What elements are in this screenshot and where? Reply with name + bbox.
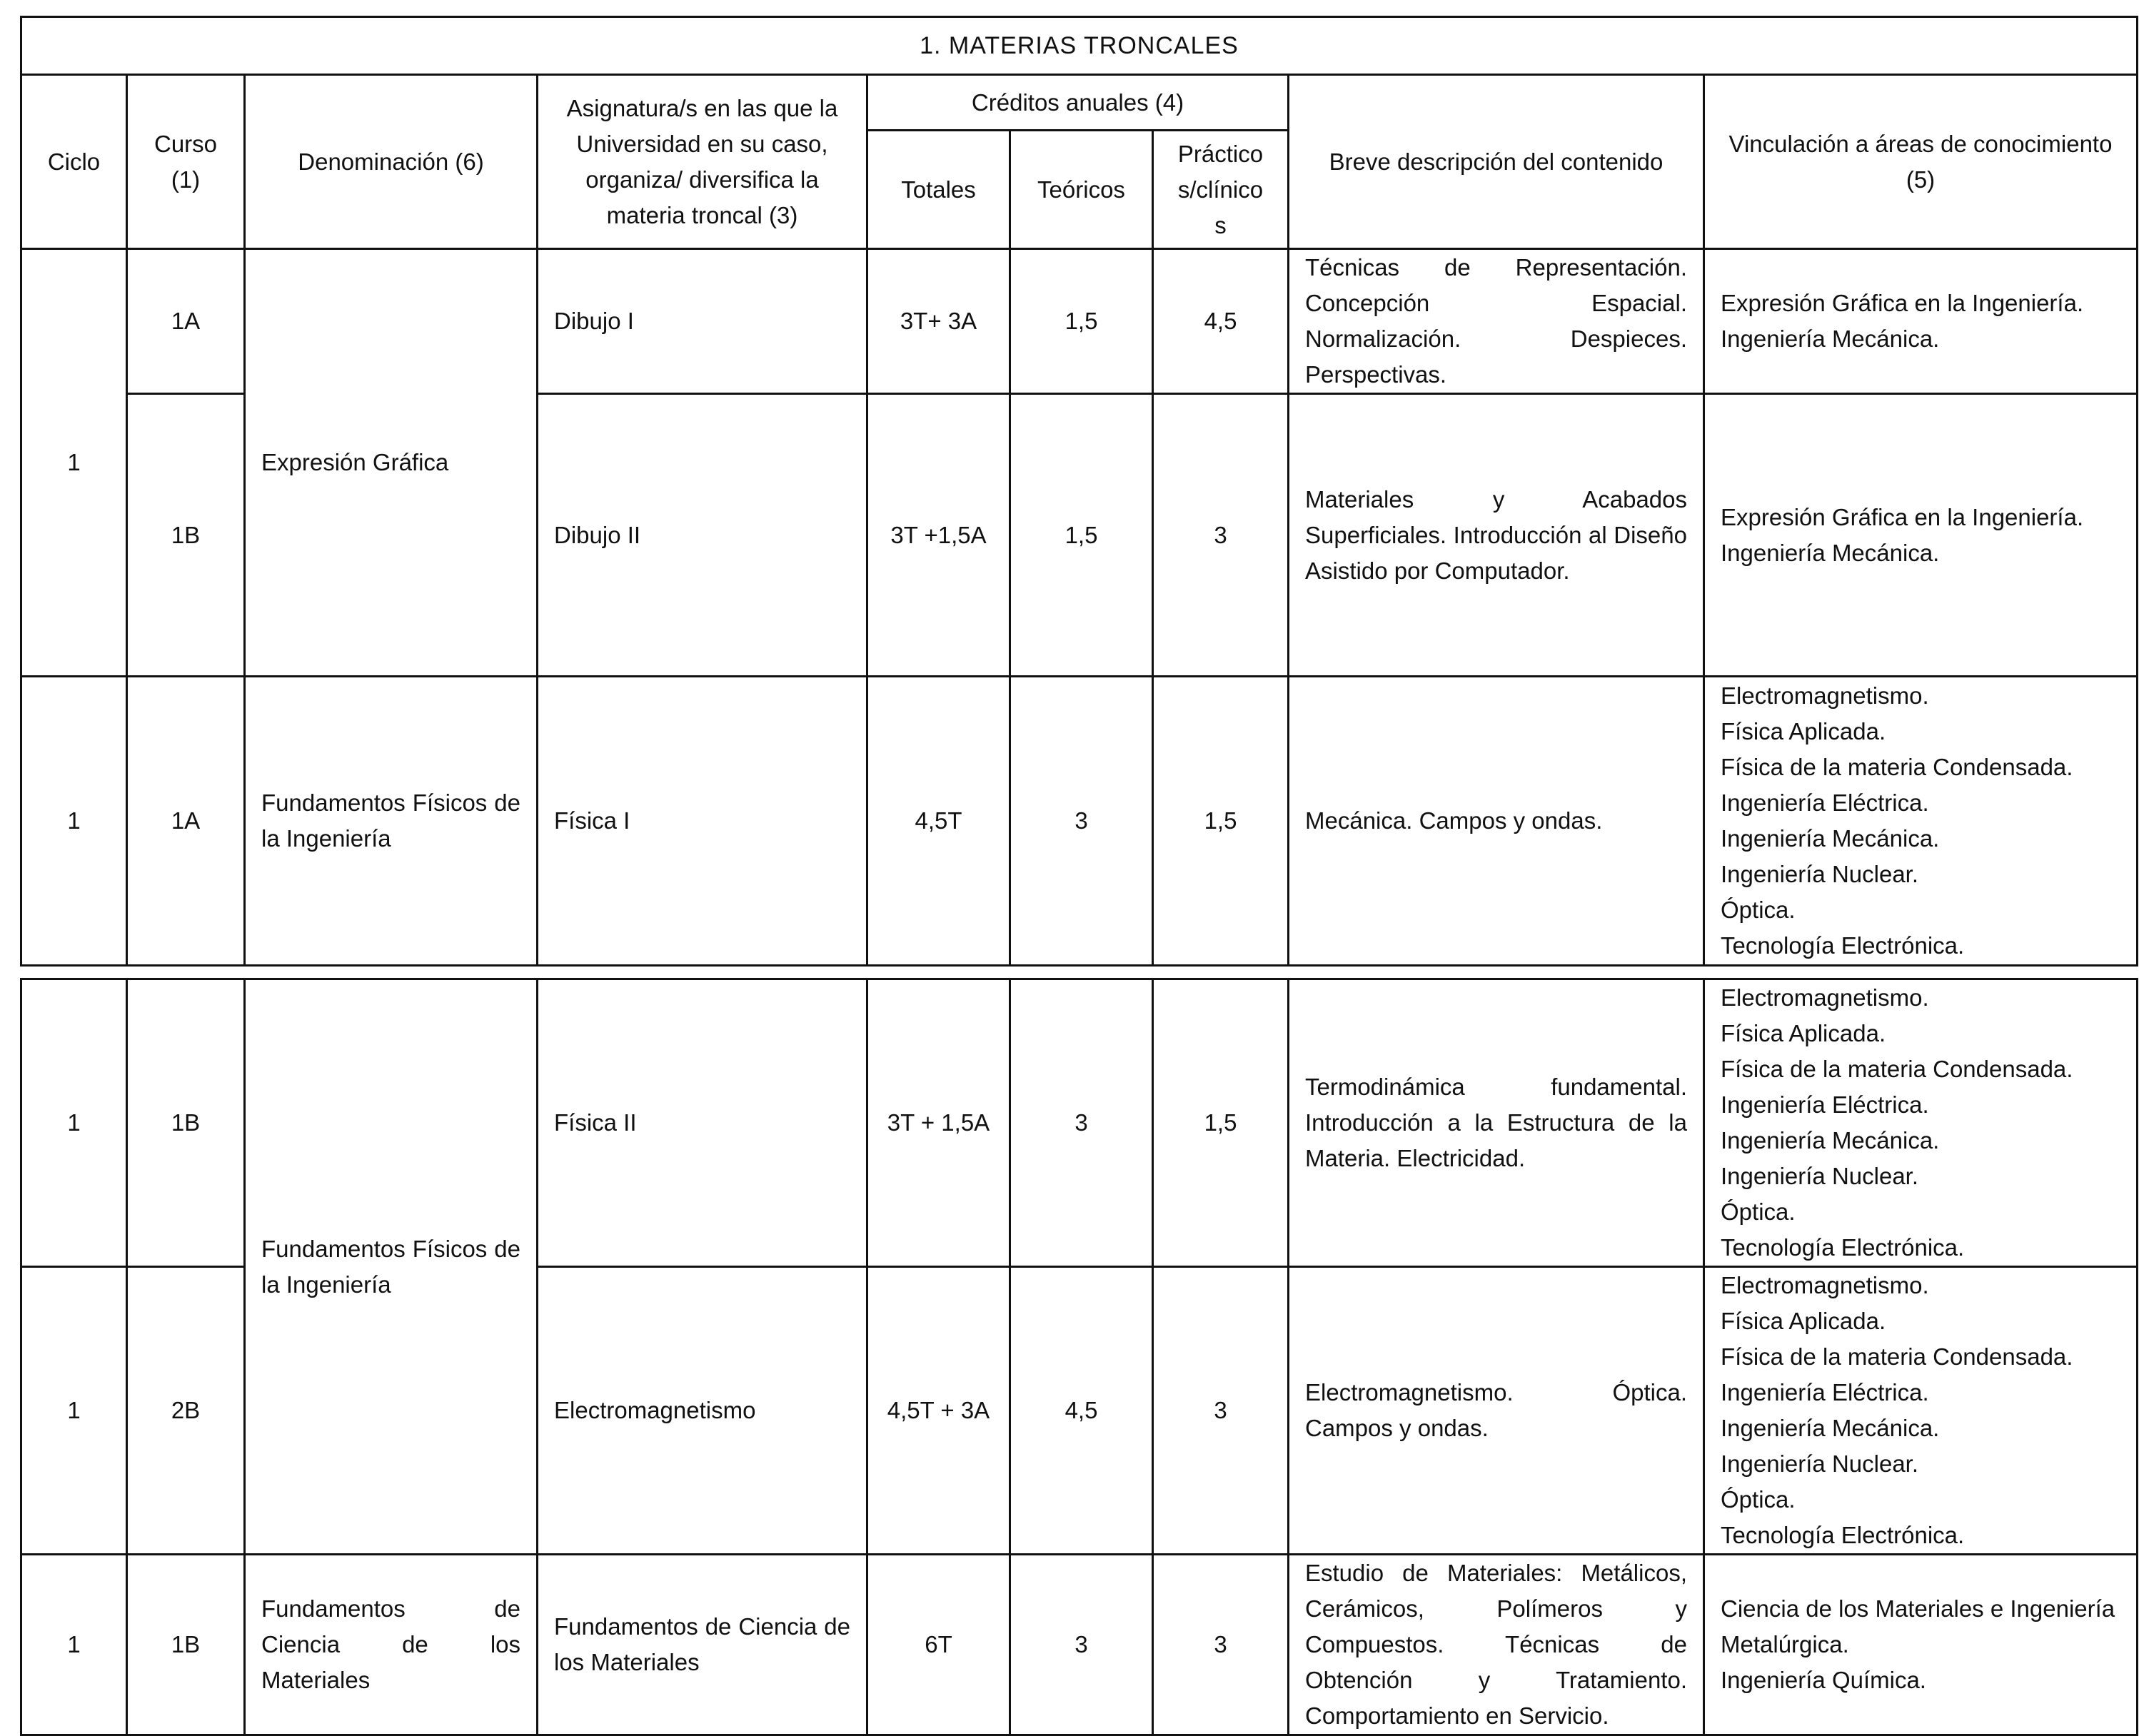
area-item: Ingeniería Nuclear. [1721,1163,1919,1189]
header-vinculacion: Vinculación a áreas de conocimiento (5) [1704,75,2138,249]
cell-totales: 3T + 1,5A [867,979,1010,1267]
area-item: Física de la materia Condensada. [1721,754,2073,780]
cell-areas [1704,394,2138,677]
area-item: Ingeniería Eléctrica. [1721,1091,1929,1118]
area-item: Física de la materia Condensada. [1721,1343,2073,1370]
cell-practicos: 3 [1153,1267,1289,1555]
cell-teoricos: 4,5 [1010,1267,1153,1555]
cell-totales: 3T +1,5A [867,394,1010,677]
cell-areas [1704,249,2138,394]
header-creditos: Créditos anuales (4) [867,75,1289,131]
cell-ciclo: 1 [21,1267,127,1555]
cell-practicos: 3 [1153,394,1289,677]
cell-teoricos: 3 [1010,979,1153,1267]
cell-areas [1704,979,2138,1267]
cell-totales: 4,5T [867,677,1010,966]
table-row [21,979,2138,1267]
cell-practicos: 1,5 [1153,677,1289,966]
area-item: Óptica. [1721,1486,1796,1513]
area-item: Tecnología Electrónica. [1721,1522,1965,1548]
area-item: Ingeniería Eléctrica. [1721,789,1929,816]
cell-asignatura: Electromagnetismo [538,1267,867,1555]
table-row [21,249,2138,394]
header-curso: Curso (1) [127,75,245,249]
header-descripcion: Breve descripción del contenido [1289,75,1704,249]
area-item: Tecnología Electrónica. [1721,1234,1965,1261]
cell-teoricos: 1,5 [1010,394,1153,677]
area-item: Expresión Gráfica en la Ingeniería. [1721,290,2084,316]
materias-troncales-document [20,16,2136,1736]
cell-practicos: 3 [1153,1555,1289,1735]
cell-ciclo: 1 [21,979,127,1267]
cell-asignatura: Dibujo I [538,249,867,394]
area-item: Ingeniería Eléctrica. [1721,1379,1929,1406]
area-item: Ingeniería Nuclear. [1721,861,1919,887]
cell-teoricos: 1,5 [1010,249,1153,394]
cell-areas [1704,1267,2138,1555]
cell-totales: 6T [867,1555,1010,1735]
header-practicos: Práctico s/clínico s [1153,131,1289,249]
cell-asignatura: Dibujo II [538,394,867,677]
area-item: Ingeniería Mecánica. [1721,326,1940,352]
cell-descripcion: Termodinámica fundamental. Introducción a la Estructura de la Materia. Electricidad. [1289,979,1704,1267]
cell-curso: 1A [127,677,245,966]
header-denominacion: Denominación (6) [245,75,538,249]
materias-troncales-table [20,16,2138,1736]
cell-curso: 1B [127,1555,245,1735]
cell-practicos: 1,5 [1153,979,1289,1267]
cell-denominacion: Expresión Gráfica [245,249,538,677]
cell-descripcion: Técnicas de Representación. Concepción Espacial. Normalización. Despieces. Perspectivas. [1289,249,1704,394]
area-item: Física Aplicada. [1721,1308,1886,1334]
area-item: Física Aplicada. [1721,1020,1886,1046]
area-item: Física Aplicada. [1721,718,1886,745]
cell-asignatura: Física II [538,979,867,1267]
cell-teoricos: 3 [1010,1555,1153,1735]
header-teoricos: Teóricos [1010,131,1153,249]
cell-denominacion: Fundamentos Físicos de la Ingeniería [245,979,538,1555]
cell-teoricos: 3 [1010,677,1153,966]
area-item: Ingeniería Mecánica. [1721,825,1940,852]
cell-descripcion: Electromagnetismo. Óptica. Campos y ondas. [1289,1267,1704,1555]
area-item: Electromagnetismo. [1721,1272,1929,1298]
area-item: Ingeniería Mecánica. [1721,1127,1940,1154]
area-item: Óptica. [1721,897,1796,923]
cell-totales: 4,5T + 3A [867,1267,1010,1555]
cell-curso: 1A [127,249,245,394]
cell-curso: 1B [127,394,245,677]
area-item: Electromagnetismo. [1721,984,1929,1011]
header-ciclo: Ciclo [21,75,127,249]
cell-ciclo: 1 [21,677,127,966]
header-asignatura: Asignatura/s en las que la Universidad en su caso, organiza/ diversifica la materia troncal (3) [538,75,867,249]
cell-totales: 3T+ 3A [867,249,1010,394]
area-item: Óptica. [1721,1198,1796,1225]
cell-denominacion: Fundamentos de Ciencia de los Materiales [245,1555,538,1735]
area-item: Electromagnetismo. [1721,682,1929,709]
cell-ciclo: 1 [21,1555,127,1735]
table-title: 1. MATERIAS TRONCALES [21,17,2138,75]
cell-areas [1704,1555,2138,1735]
cell-asignatura: Fundamentos de Ciencia de los Materiales [538,1555,867,1735]
table-row [21,1555,2138,1735]
cell-curso: 2B [127,1267,245,1555]
area-item: Tecnología Electrónica. [1721,932,1965,959]
cell-areas [1704,677,2138,966]
area-item: Ingeniería Química. [1721,1667,1926,1693]
cell-descripcion: Materiales y Acabados Superficiales. Introducción al Diseño Asistido por Computador. [1289,394,1704,677]
area-item: Ingeniería Nuclear. [1721,1450,1919,1477]
table-row [21,677,2138,966]
cell-practicos: 4,5 [1153,249,1289,394]
cell-asignatura: Física I [538,677,867,966]
cell-ciclo: 1 [21,249,127,677]
area-item: Física de la materia Condensada. [1721,1056,2073,1082]
cell-curso: 1B [127,979,245,1267]
area-item: Expresión Gráfica en la Ingeniería. [1721,503,2084,530]
cell-descripcion: Mecánica. Campos y ondas. [1289,677,1704,966]
cell-denominacion: Fundamentos Físicos de la Ingeniería [245,677,538,966]
cell-descripcion: Estudio de Materiales: Metálicos, Cerámicos, Polímeros y Compuestos. Técnicas de Obtención y Tratamiento. Comportamiento en Servicio. [1289,1555,1704,1735]
area-item: Ingeniería Mecánica. [1721,1415,1940,1441]
header-totales: Totales [867,131,1010,249]
area-item: Ingeniería Mecánica. [1721,539,1940,566]
area-item: Ciencia de los Materiales e Ingeniería Metalúrgica. [1721,1595,2115,1657]
